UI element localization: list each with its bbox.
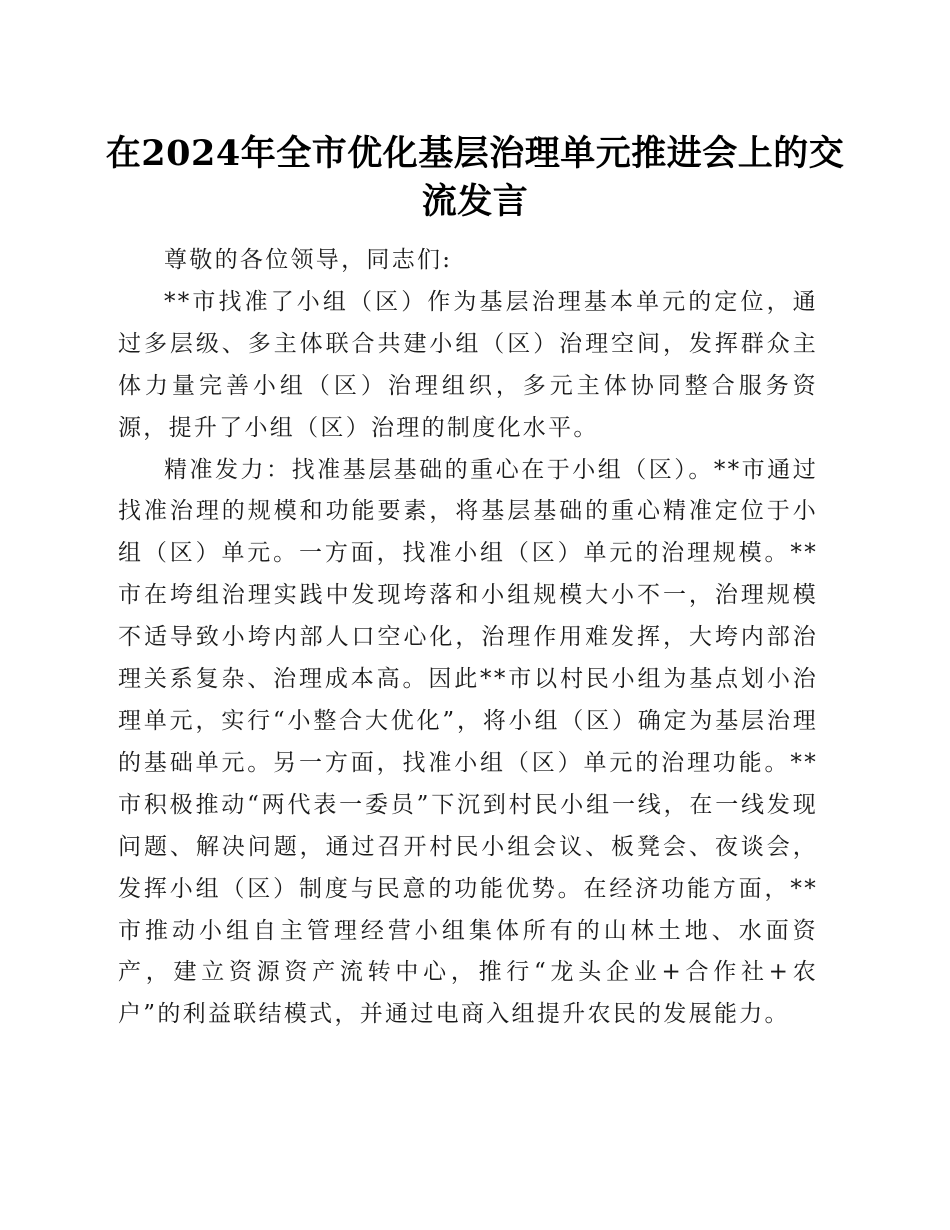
intro-paragraph: **市找准了小组（区）作为基层治理基本单元的定位，通过多层级、多主体联合共建小组（区）治理空间，发挥群众主体力量完善小组（区）治理组织，多元主体协同整合服务资源，提升了小组（区）治理的制度化水平。 xyxy=(118,288,818,441)
document-body xyxy=(118,240,818,1036)
salutation-paragraph: 尊敬的各位领导，同志们: xyxy=(164,247,453,273)
body-paragraph: 精准发力：找准基层基础的重心在于小组（区）。**市通过找准治理的规模和功能要素，将基层基础的重心精准定位于小组（区）单元。一方面，找准小组（区）单元的治理规模。**市在垮组治理实践中发现垮落和小组规模大小不一，治理规模不适导致小垮内部人口空心化，治理作用难发挥，大垮内部治理关系复杂、治理成本高。因此**市以村民小组为基点划小治理单元，实行“小整合大优化”，将小组（区）确定为基层治理的基础单元。另一方面，找准小组（区）单元的治理功能。**市积极推动“两代表一委员”下沉到村民小组一线，在一线发现问题、解决问题，通过召开村民小组会议、板凳会、夜谈会，发挥小组（区）制度与民意的功能优势。在经济功能方面，**市推动小组自主管理经营小组集体所有的山林土地、水面资产，建立资源资产流转中心，推行“龙头企业+合作社+农户”的利益联结模式，并通过电商入组提升农民的发展能力。 xyxy=(118,456,818,1028)
document-title: 在2024年全市优化基层治理单元推进会上的交流发言 xyxy=(105,133,845,222)
